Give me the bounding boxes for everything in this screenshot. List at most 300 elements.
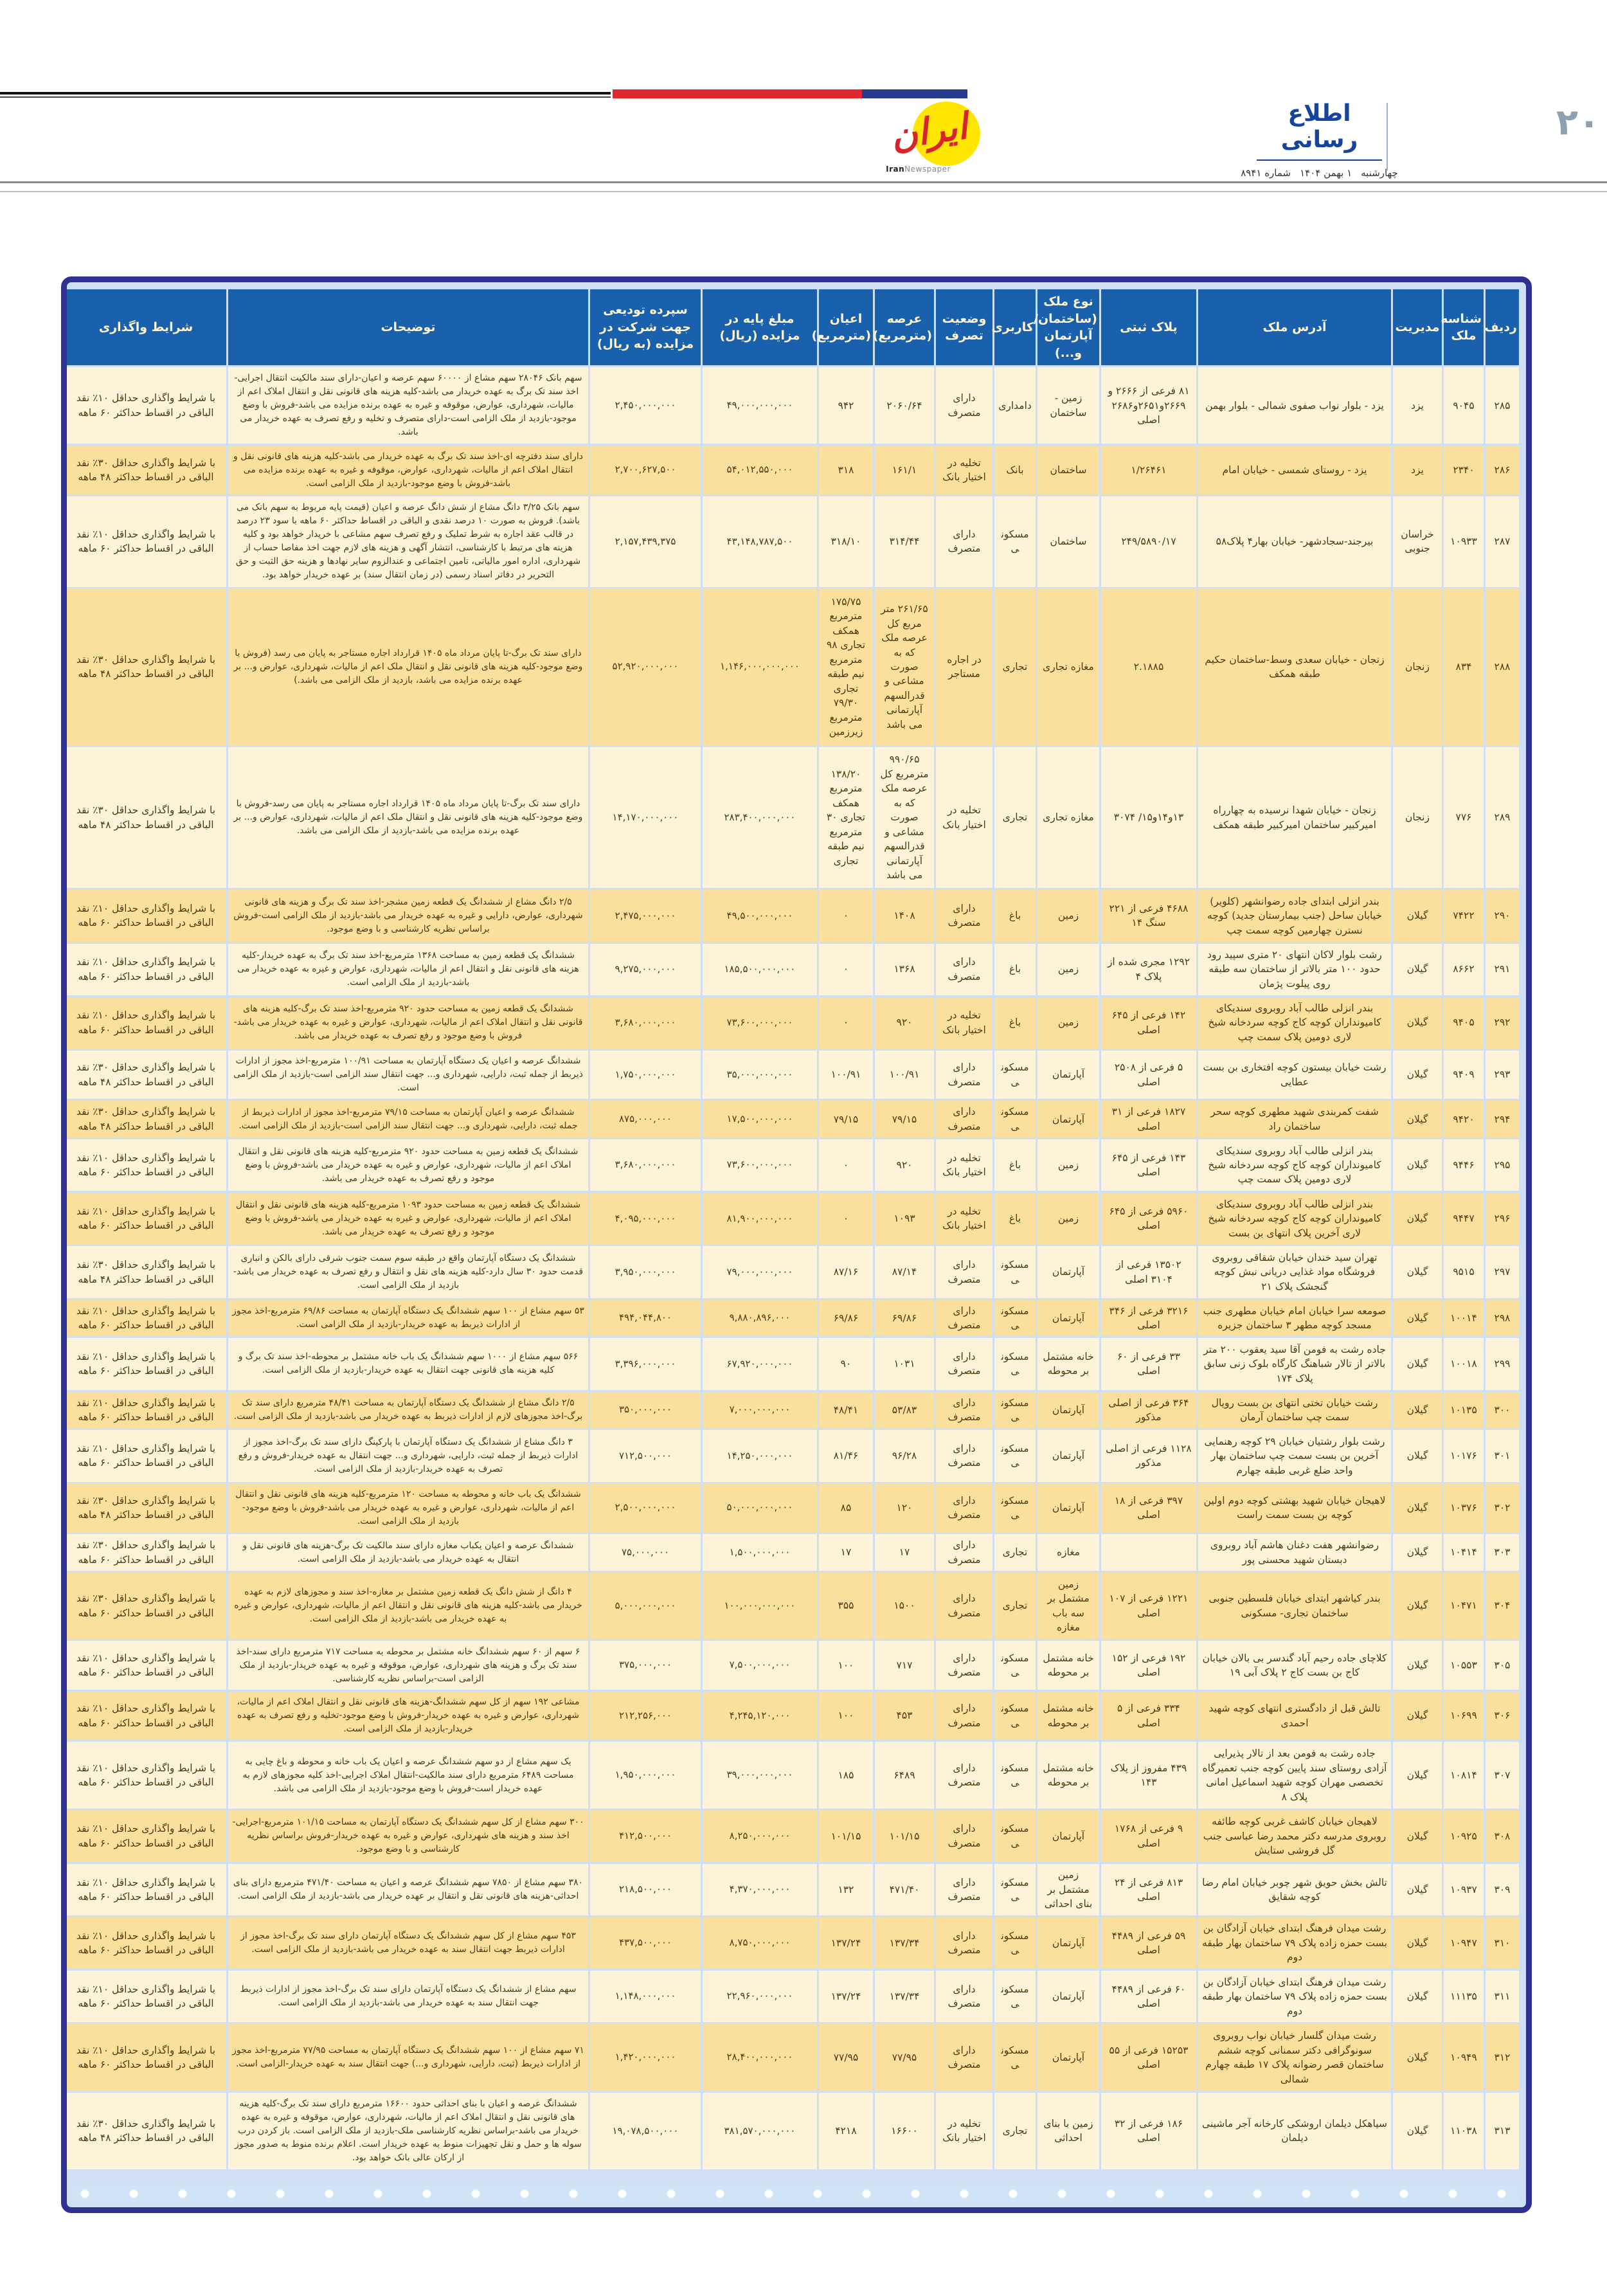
cell-row-number: ۲۹۳ xyxy=(1486,1051,1519,1099)
cell-row-number: ۳۰۷ xyxy=(1486,1742,1519,1808)
table-row xyxy=(66,944,1519,995)
date-text: ۱ بهمن ۱۴۰۴ xyxy=(1300,167,1352,179)
cell-property-id: ۷۷۶ xyxy=(1444,747,1484,889)
cell-property-type: آپارتمان xyxy=(1037,1811,1099,1862)
cell-usage: مسکونی xyxy=(994,1392,1036,1429)
cell-description: ششدانگ یک باب خانه و محوطه به مساحت ۱۲۰ مترمربع-کلیه هزینه های قانونی نقل و انتقال اعم از مالیات، شهرداری، عوارض و غیره به عهده خریدار می باشد-فروش با وضع موجود-بازدید از ملک الزامی است. xyxy=(228,1484,588,1533)
issue-text: شماره ۸۹۴۱ xyxy=(1241,167,1291,179)
cell-land-area: ۱۰۹۳ xyxy=(875,1193,934,1244)
cell-base-price: ۲۸۳,۴۰۰,۰۰۰,۰۰۰ xyxy=(703,747,817,889)
cell-address: بندر انزلی ابتدای جاده رضوانشهر (کلویر) خیابان ساحل (جنب بیمارستان جدید) کوچه نسترن چهارمین کوچه سمت چپ xyxy=(1198,890,1391,941)
cell-row-number: ۲۹۴ xyxy=(1486,1101,1519,1137)
cell-description: سهم بانک ۲۸۰۴۶ سهم مشاع از ۶۰۰۰۰ سهم عرصه و اعیان-دارای سند مالکیت انتقال اجرایی-اخذ سند تک برگ به عهده خریدار می باشد-کلیه هزینه های قانونی نقل و انتقال املاک اعم از مالیات، شهرداری، عوارض، موقوفه و غیره به عهده برنده مزایده می باشد-فروش با وضع موجود-بازدید از ملک الزامی است-دارای متصرف و تخلیه و رفع تصرف به عهده خریدار می باشد. xyxy=(228,367,588,444)
cell-transfer-terms: با شرایط واگذاری حداقل ۱۰٪ نقد الباقی در اقساط حداکثر ۶۰ ماهه xyxy=(66,1300,226,1337)
cell-transfer-terms: با شرایط واگذاری حداقل ۱۰٪ نقد الباقی در اقساط حداکثر ۶۰ ماهه xyxy=(66,997,226,1049)
cell-land-area: ۱۶۱/۱ xyxy=(875,446,934,494)
cell-row-number: ۳۰۳ xyxy=(1486,1534,1519,1571)
cell-land-area: ۱۴۰۸ xyxy=(875,890,934,941)
cell-row-number: ۳۰۵ xyxy=(1486,1641,1519,1690)
table-row xyxy=(66,1917,1519,1969)
cell-usage: مسکونی xyxy=(994,1051,1036,1099)
cell-building-area: ۳۱۸ xyxy=(819,446,873,494)
cell-base-price: ۱,۱۴۶,۰۰۰,۰۰۰,۰۰۰ xyxy=(703,589,817,745)
column-header-land-area: عرصه (مترمربع) xyxy=(875,289,934,365)
cell-transfer-terms: با شرایط واگذاری حداقل ۱۰٪ نقد الباقی در اقساط حداکثر ۶۰ ماهه xyxy=(66,1811,226,1862)
cell-row-number: ۲۸۵ xyxy=(1486,367,1519,444)
cell-row-number: ۲۹۹ xyxy=(1486,1338,1519,1389)
cell-registry-plate: ۱۲۹۲ مجری شده از پلاک ۴ xyxy=(1101,944,1196,995)
cell-property-type: مغازه xyxy=(1037,1534,1099,1571)
cell-property-id: ۱۰۴۱۴ xyxy=(1444,1534,1484,1571)
cell-transfer-terms: با شرایط واگذاری حداقل ۱۰٪ نقد الباقی در اقساط حداکثر ۶۰ ماهه xyxy=(66,1392,226,1429)
cell-registry-plate: ۳۶۴ فرعی از اصلی مذکور xyxy=(1101,1392,1196,1429)
cell-land-area: ۱۳۷/۳۴ xyxy=(875,1917,934,1969)
cell-property-type: زمین - ساختمان xyxy=(1037,367,1099,444)
cell-row-number: ۳۰۱ xyxy=(1486,1430,1519,1481)
cell-deposit: ۱,۱۴۸,۰۰۰,۰۰۰ xyxy=(590,1971,701,2022)
cell-transfer-terms: با شرایط واگذاری حداقل ۱۰٪ نقد الباقی در اقساط حداکثر ۶۰ ماهه xyxy=(66,944,226,995)
cell-management: یزد xyxy=(1393,367,1442,444)
cell-row-number: ۲۹۱ xyxy=(1486,944,1519,995)
cell-building-area: ۷۹/۱۵ xyxy=(819,1101,873,1137)
cell-transfer-terms: با شرایط واگذاری حداقل ۳۰٪ نقد الباقی در اقساط حداکثر ۴۸ ماهه xyxy=(66,747,226,889)
cell-building-area: ۱۳۸/۲۰ مترمربع همکف تجاری ۳۰ مترمربع نیم طبقه تجاری xyxy=(819,747,873,889)
cell-property-id: ۱۱۱۳۵ xyxy=(1444,1971,1484,2022)
cell-base-price: ۴۹,۰۰۰,۰۰۰,۰۰۰ xyxy=(703,367,817,444)
cell-description: ششدانگ یک قطعه زمین به مساحت ۱۳۶۸ مترمربع-اخذ سند تک برگ به عهده خریدار-کلیه هزینه های قانونی نقل و انتقال اعم از مالیات، شهرداری، عوارض و غیره به عهده خریدار می باشد-بازدید از ملک الزامی است. xyxy=(228,944,588,995)
cell-land-area: ۷۹/۱۵ xyxy=(875,1101,934,1137)
cell-usage: تجاری xyxy=(994,1573,1036,1639)
cell-property-id: ۹۴۴۶ xyxy=(1444,1139,1484,1191)
cell-base-price: ۳۹,۰۰۰,۰۰۰,۰۰۰ xyxy=(703,1742,817,1808)
cell-management: گیلان xyxy=(1393,1864,1442,1915)
cell-transfer-terms: با شرایط واگذاری حداقل ۳۰٪ نقد الباقی در اقساط حداکثر ۴۸ ماهه xyxy=(66,1484,226,1533)
cell-management: گیلان xyxy=(1393,1392,1442,1429)
cell-deposit: ۳,۹۵۰,۰۰۰,۰۰۰ xyxy=(590,1246,701,1297)
cell-property-id: ۹۵۱۵ xyxy=(1444,1246,1484,1297)
cell-address: رشت خیابان تختی انتهای بن بست رویال سمت چپ ساختمان آرمان xyxy=(1198,1392,1391,1429)
table-row xyxy=(66,997,1519,1049)
cell-base-price: ۱۴,۲۵۰,۰۰۰,۰۰۰ xyxy=(703,1430,817,1481)
cell-description: ۳ دانگ مشاع از ششدانگ یک دستگاه آپارتمان با پارکینگ دارای سند تک برگ-اخذ مجوز از ادارات ذیربط از جمله ثبت، دارایی، شهرداری و... جهت انتقال به عهده خریدار-فروش و رفع تصرف به عهده خریدار-بازدید از ملک الزامی است. xyxy=(228,1430,588,1481)
cell-row-number: ۳۰۰ xyxy=(1486,1392,1519,1429)
cell-building-area: ۳۱۸/۱۰ xyxy=(819,496,873,587)
cell-usage: دامداری xyxy=(994,367,1036,444)
auction-listings-table xyxy=(64,287,1521,2171)
cell-property-id: ۱۰۳۷۶ xyxy=(1444,1484,1484,1533)
cell-description: ۷۱ سهم مشاع از ۱۰۰ سهم ششدانگ یک دستگاه آپارتمان به مساحت ۷۷/۹۵ مترمربع-اخذ مجوز از ادارات ذیربط (ثبت، دارایی، شهرداری و...) جهت انتقال سند به عهده خریدار-الزامی است. xyxy=(228,2024,588,2090)
cell-usage: باغ xyxy=(994,944,1036,995)
cell-deposit: ۸۷۵,۰۰۰,۰۰۰ xyxy=(590,1101,701,1137)
cell-occupancy-status: تخلیه در اختیار بانک xyxy=(936,1139,992,1191)
column-header-building-area: اعیان (مترمربع) xyxy=(819,289,873,365)
cell-property-id: ۹۴۴۷ xyxy=(1444,1193,1484,1244)
cell-building-area: ۱۷ xyxy=(819,1534,873,1571)
cell-deposit: ۳,۶۸۰,۰۰۰,۰۰۰ xyxy=(590,997,701,1049)
cell-row-number: ۲۹۸ xyxy=(1486,1300,1519,1337)
date-line xyxy=(1241,167,1398,179)
cell-registry-plate: ۴۳۹ مفروز از پلاک ۱۴۳ xyxy=(1101,1742,1196,1808)
cell-base-price: ۲۲,۹۶۰,۰۰۰,۰۰۰ xyxy=(703,1971,817,2022)
section-block xyxy=(1241,100,1398,179)
cell-occupancy-status: دارای متصرف xyxy=(936,1864,992,1915)
cell-base-price: ۸۱,۹۰۰,۰۰۰,۰۰۰ xyxy=(703,1193,817,1244)
cell-address: یزد - روستای شمسی - خیابان امام xyxy=(1198,446,1391,494)
cell-property-type: زمین xyxy=(1037,1139,1099,1191)
column-header-transfer-terms: شرایط واگذاری xyxy=(66,289,226,365)
cell-property-type: زمین با بنای احداثی xyxy=(1037,2093,1099,2169)
cell-registry-plate: ۳۳۴ فرعی از ۵ اصلی xyxy=(1101,1692,1196,1740)
table-row xyxy=(66,1971,1519,2022)
cell-occupancy-status: دارای متصرف xyxy=(936,1051,992,1099)
cell-address: زنجان - خیابان سعدی وسط-ساختمان حکیم طبقه همکف xyxy=(1198,589,1391,745)
cell-registry-plate: ۶۰ فرعی از ۴۴۸۹ اصلی xyxy=(1101,1971,1196,2022)
cell-address: لاهیجان خیابان کاشف غربی کوچه طائفه روبروی مدرسه دکتر محمد رضا عباسی جنب گل فروشی ستایش xyxy=(1198,1811,1391,1862)
table-row xyxy=(66,446,1519,494)
cell-address: بیرجند-سجادشهر- خیابان بهار۴ پلاک۵۸ xyxy=(1198,496,1391,587)
cell-management: گیلان xyxy=(1393,1139,1442,1191)
cell-registry-plate: ۹ فرعی از ۱۷۶۸ اصلی xyxy=(1101,1811,1196,1862)
cell-land-area: ۶۹/۸۶ xyxy=(875,1300,934,1337)
cell-usage: باغ xyxy=(994,890,1036,941)
cell-transfer-terms: با شرایط واگذاری حداقل ۳۰٪ نقد الباقی در اقساط حداکثر ۴۸ ماهه xyxy=(66,1101,226,1137)
cell-occupancy-status: دارای متصرف xyxy=(936,1101,992,1137)
cell-management: گیلان xyxy=(1393,1917,1442,1969)
cell-management: زنجان xyxy=(1393,589,1442,745)
cell-base-price: ۴,۳۷۰,۰۰۰,۰۰۰ xyxy=(703,1864,817,1915)
cell-usage: مسکونی xyxy=(994,1101,1036,1137)
cell-property-id: ۲۳۴۰ xyxy=(1444,446,1484,494)
cell-description: ۵۶۶ سهم مشاع از ۱۰۰۰ سهم ششدانگ یک باب خانه مشتمل بر محوطه-اخذ سند تک برگ و کلیه هزینه های قانونی جهت انتقال به عهده خریدار-بازدید از ملک الزامی است. xyxy=(228,1338,588,1389)
cell-property-id: ۱۰۴۷۱ xyxy=(1444,1573,1484,1639)
cell-base-price: ۳۵,۰۰۰,۰۰۰,۰۰۰ xyxy=(703,1051,817,1099)
cell-management: گیلان xyxy=(1393,1811,1442,1862)
cell-base-price: ۱,۵۰۰,۰۰۰,۰۰۰ xyxy=(703,1534,817,1571)
cell-usage: مسکونی xyxy=(994,1742,1036,1808)
cell-property-type: آپارتمان xyxy=(1037,1971,1099,2022)
cell-usage: مسکونی xyxy=(994,496,1036,587)
table-row xyxy=(66,1392,1519,1429)
cell-address: بندر کیاشهر ابتدای خیابان فلسطین جنوبی ساختمان تجاری- مسکونی xyxy=(1198,1573,1391,1639)
cell-address: رضوانشهر هفت دغنان هاشم آباد روبروی دبستان شهید محسنی پور xyxy=(1198,1534,1391,1571)
cell-management: گیلان xyxy=(1393,1101,1442,1137)
cell-land-area: ۸۷/۱۴ xyxy=(875,1246,934,1297)
cell-building-area: ۷۷/۹۵ xyxy=(819,2024,873,2090)
cell-description: دارای سند تک برگ-تا پایان مرداد ماه ۱۴۰۵ قرارداد اجاره مستاجر به پایان می رسد (فروش با وضع موجود-کلیه هزینه های قانونی نقل و انتقال ملک اعم از مالیات، شهرداری، عوارض و... بر عهده برنده مزایده می باشد، بازدید از ملک الزامی می باشد.) xyxy=(228,589,588,745)
cell-land-area: ۱۰۳۱ xyxy=(875,1338,934,1389)
cell-base-price: ۹,۸۸۰,۸۹۶,۰۰۰ xyxy=(703,1300,817,1337)
table-header-row xyxy=(66,289,1519,365)
cell-deposit: ۱,۹۵۰,۰۰۰,۰۰۰ xyxy=(590,1742,701,1808)
cell-land-area: ۷۱۷ xyxy=(875,1641,934,1690)
cell-land-area: ۳۱۴/۴۴ xyxy=(875,496,934,587)
cell-usage: مسکونی xyxy=(994,1430,1036,1481)
cell-description: ۳۰۰ سهم مشاع از کل سهم ششدانگ یک دستگاه آپارتمان به مساحت ۱۰۱/۱۵ مترمربع-اجرایی-اخذ سند و هزینه های شهرداری، عوارض و غیره به عهده خریدار-فروش براساس نظریه کارشناسی و با وضع موجود. xyxy=(228,1811,588,1862)
cell-property-id: ۷۴۲۲ xyxy=(1444,890,1484,941)
cell-base-price: ۷,۵۰۰,۰۰۰,۰۰۰ xyxy=(703,1641,817,1690)
cell-land-area: ۴۷۱/۴۰ xyxy=(875,1864,934,1915)
cell-occupancy-status: دارای متصرف xyxy=(936,1246,992,1297)
cell-base-price: ۳۸۱,۵۷۰,۰۰۰,۰۰۰ xyxy=(703,2093,817,2169)
cell-property-type: خانه مشتمل بر محوطه xyxy=(1037,1338,1099,1389)
table-row xyxy=(66,1101,1519,1137)
cell-registry-plate: ۱۳۵۰۲ فرعی از ۳۱۰۴ اصلی xyxy=(1101,1246,1196,1297)
cell-base-price: ۲۸,۴۰۰,۰۰۰,۰۰۰ xyxy=(703,2024,817,2090)
cell-management: گیلان xyxy=(1393,1534,1442,1571)
logo-subtitle-bold: Iran xyxy=(886,165,905,174)
cell-land-area: ۲۶۱/۶۵ متر مربع کل عرصه ملک که به صورت مشاعی و قدرالسهم آپارتمانی می باشد xyxy=(875,589,934,745)
cell-transfer-terms: با شرایط واگذاری حداقل ۱۰٪ نقد الباقی در اقساط حداکثر ۶۰ ماهه xyxy=(66,1338,226,1389)
cell-row-number: ۲۸۶ xyxy=(1486,446,1519,494)
cell-transfer-terms: با شرایط واگذاری حداقل ۱۰٪ نقد الباقی در اقساط حداکثر ۶۰ ماهه xyxy=(66,1971,226,2022)
cell-deposit: ۲,۵۰۰,۰۰۰,۰۰۰ xyxy=(590,1484,701,1533)
cell-management: گیلان xyxy=(1393,1484,1442,1533)
cell-building-area: ۱۳۷/۲۴ xyxy=(819,1971,873,2022)
cell-land-area: ۱۵۰۰ xyxy=(875,1573,934,1639)
cell-description: سهم بانک ۳/۲۵ دانگ مشاع از شش دانگ عرصه و اعیان (قیمت پایه مربوط به سهم بانک می باشد). فروش به صورت ۱۰ درصد نقدی و الباقی در اقساط حداکثر ۶۰ ماهه با سود ۲۳ درصد در قالب عقد اجاره به شرط تملیک و رفع تصرف سهم مشاعی با خریدار خواهد بود و کلیه هزینه های مرتبط با کارشناسی، انتشار آگهی و هزینه های لازم جهت اخذ مفاصا حساب از شهرداری، اداره امور مالیاتی، تامین اجتماعی و عندالزوم سایر نهادها و هزینه حق الثبت و حق التحریر در دفاتر اسناد رسمی (در زمان انتقال سند) بر عهده خریدار خواهد بود. xyxy=(228,496,588,587)
top-rule xyxy=(0,92,611,95)
cell-management: گیلان xyxy=(1393,997,1442,1049)
cell-usage: تجاری xyxy=(994,589,1036,745)
cell-building-area: ۴۲۱۸ xyxy=(819,2093,873,2169)
cell-property-type: آپارتمان xyxy=(1037,1051,1099,1099)
cell-base-price: ۴۹,۵۰۰,۰۰۰,۰۰۰ xyxy=(703,890,817,941)
cell-property-type: زمین xyxy=(1037,944,1099,995)
cell-occupancy-status: دارای متصرف xyxy=(936,2024,992,2090)
cell-address: جاده رشت به فومن بعد از تالار پذیرایی آزادی روستای سند پایین کوچه جنب تعمیرگاه تخصصی مهران کوچه شهید اسماعیل امانی پلاک ۸ xyxy=(1198,1742,1391,1808)
cell-deposit: ۳,۶۸۰,۰۰۰,۰۰۰ xyxy=(590,1139,701,1191)
cell-transfer-terms: با شرایط واگذاری حداقل ۳۰٪ نقد الباقی در اقساط حداکثر ۴۸ ماهه xyxy=(66,1246,226,1297)
cell-row-number: ۲۹۰ xyxy=(1486,890,1519,941)
cell-property-id: ۱۰۶۹۹ xyxy=(1444,1692,1484,1740)
table-row xyxy=(66,1573,1519,1639)
cell-property-id: ۱۰۸۱۴ xyxy=(1444,1742,1484,1808)
cell-registry-plate: ۱۱۲۸ فرعی از اصلی مذکور xyxy=(1101,1430,1196,1481)
cell-description: ۶ سهم از ۶۰ سهم ششدانگ خانه مشتمل بر محوطه به مساحت ۷۱۷ مترمربع دارای سند-اخذ سند تک برگ و هزینه های شهرداری، عوارض، موقوفه و غیره به عهده خریدار-بازدید از ملک الزامی است-براساس نظریه کارشناسی. xyxy=(228,1641,588,1690)
cell-management: گیلان xyxy=(1393,1430,1442,1481)
cell-deposit: ۹,۲۷۵,۰۰۰,۰۰۰ xyxy=(590,944,701,995)
cell-address: رشت خیابان بیستون کوچه افتخاری بن بست عطایی xyxy=(1198,1051,1391,1099)
cell-building-area: ۸۱/۴۶ xyxy=(819,1430,873,1481)
cell-description: سهم مشاع از ششدانگ یک دستگاه آپارتمان دارای سند تک برگ-اخذ مجوز از ادارات ذیربط جهت انتقال سند به عهده خریدار می باشد-بازدید از ملک الزامی است. xyxy=(228,1971,588,2022)
cell-description: مشاعی ۱۹۲ سهم از کل سهم ششدانگ-هزینه های قانونی نقل و انتقال املاک اعم از مالیات، شهرداری، عوارض و غیره به عهده خریدار-فروش با وضع موجود-تخلیه و رفع تصرف به عهده خریدار-بازدید از ملک الزامی است. xyxy=(228,1692,588,1740)
cell-occupancy-status: دارای متصرف xyxy=(936,1338,992,1389)
cell-property-type: زمین مشتمل بر سه باب مغازه xyxy=(1037,1573,1099,1639)
cell-deposit: ۷۵,۰۰۰,۰۰۰ xyxy=(590,1534,701,1571)
cell-occupancy-status: دارای متصرف xyxy=(936,1742,992,1808)
column-header-base-price: مبلغ پایه در مزایده (ریال) xyxy=(703,289,817,365)
cell-description: ۵۳ سهم مشاع از ۱۰۰ سهم ششدانگ یک دستگاه آپارتمان به مساحت ۶۹/۸۶ مترمربع-اخذ مجوز از ادارات ذیربط به عهده خریدار-بازدید از ملک الزامی است. xyxy=(228,1300,588,1337)
cell-description: ششدانگ یک قطعه زمین به مساحت حدود ۹۲۰ مترمربع-اخذ سند تک برگ-کلیه هزینه های قانونی نقل و انتقال املاک اعم از مالیات، شهرداری، عوارض و غیره به عهده خریدار می باشد-فروش با وضع موجود و رفع تصرف به عهده خریدار می باشد. xyxy=(228,997,588,1049)
page-number: ۲۰ xyxy=(1556,102,1601,143)
table-row xyxy=(66,1193,1519,1244)
cell-address: یزد - بلوار نواب صفوی شمالی - بلوار بهمن xyxy=(1198,367,1391,444)
cell-property-id: ۸۳۴ xyxy=(1444,589,1484,745)
cell-description: ششدانگ یک قطعه زمین به مساحت حدود ۹۲۰ مترمربع-کلیه هزینه های قانونی نقل و انتقال املاک اعم از مالیات، شهرداری، عوارض و غیره به عهده خریدار می باشد-فروش با وضع موجود و رفع تصرف به عهده خریدار می باشد. xyxy=(228,1139,588,1191)
cell-description: یک سهم مشاع از دو سهم ششدانگ عرصه و اعیان یک باب خانه و محوطه و باغ چایی به مساحت ۶۴۸۹ مترمربع دارای سند مالکیت-انتقال املاک اجرایی-اخذ کلیه مجوزهای لازم به عهده خریدار است-فروش با وضع موجود-بازدید از ملک الزامی می باشد. xyxy=(228,1742,588,1808)
cell-occupancy-status: در اجاره مستاجر xyxy=(936,589,992,745)
cell-address: رشت بلوار لاکان انتهای ۲۰ متری سپید رود حدود ۱۰۰ متر بالاتر از ساختمان سه طبقه روی پیلوت پژمان xyxy=(1198,944,1391,995)
cell-registry-plate: ۱۴۳ فرعی از ۶۴۵ اصلی xyxy=(1101,1139,1196,1191)
column-header-management: مدیریت xyxy=(1393,289,1442,365)
cell-land-area: ۷۷/۹۵ xyxy=(875,2024,934,2090)
cell-base-price: ۷۳,۶۰۰,۰۰۰,۰۰۰ xyxy=(703,997,817,1049)
cell-transfer-terms: با شرایط واگذاری حداقل ۱۰٪ نقد الباقی در اقساط حداکثر ۶۰ ماهه xyxy=(66,2024,226,2090)
cell-management: یزد xyxy=(1393,446,1442,494)
cell-row-number: ۳۰۹ xyxy=(1486,1864,1519,1915)
cell-management: گیلان xyxy=(1393,1193,1442,1244)
column-header-occupancy-status: وضعیت تصرف xyxy=(936,289,992,365)
cell-usage: مسکونی xyxy=(994,1971,1036,2022)
cell-occupancy-status: دارای متصرف xyxy=(936,1300,992,1337)
logo-subtitle-lite: Newspaper xyxy=(904,165,951,174)
cell-property-id: ۹۴۰۹ xyxy=(1444,1051,1484,1099)
cell-property-id: ۹۰۴۵ xyxy=(1444,367,1484,444)
cell-address: بندر انزلی طالب آباد روبروی سندیکای کامیونداران کوچه کاج کوچه سردخانه شیخ لاری دومین پلاک سمت چپ xyxy=(1198,997,1391,1049)
table-row xyxy=(66,1430,1519,1481)
cell-registry-plate: ۵۹۶۰ فرعی از ۶۴۵ اصلی xyxy=(1101,1193,1196,1244)
cell-usage: تجاری xyxy=(994,2093,1036,2169)
cell-registry-plate: ۱/۲۶۴۶۱ xyxy=(1101,446,1196,494)
cell-property-id: ۱۰۹۳۳ xyxy=(1444,496,1484,587)
cell-description: ۲/۵ دانگ مشاع از ششدانگ یک دستگاه آپارتمان به مساحت ۴۸/۴۱ مترمربع دارای سند تک برگ-اخذ مجوزهای لازم از ادارات ذیربط به عهده خریدار می باشد-بازدید از ملک الزامی است. xyxy=(228,1392,588,1429)
cell-occupancy-status: دارای متصرف xyxy=(936,944,992,995)
cell-building-area: ۹۴۲ xyxy=(819,367,873,444)
cell-base-price: ۷۹,۰۰۰,۰۰۰,۰۰۰ xyxy=(703,1246,817,1297)
table-row xyxy=(66,747,1519,889)
cell-building-area: ۶۹/۸۶ xyxy=(819,1300,873,1337)
cell-registry-plate: ۱۸۲۷ فرعی از ۳۱ اصلی xyxy=(1101,1101,1196,1137)
cell-occupancy-status: دارای متصرف xyxy=(936,367,992,444)
cell-registry-plate: ۲۴۹/۵۸۹۰/۱۷ xyxy=(1101,496,1196,587)
cell-row-number: ۳۱۳ xyxy=(1486,2093,1519,2169)
cell-transfer-terms: با شرایط واگذاری حداقل ۳۰٪ نقد الباقی در اقساط حداکثر ۴۸ ماهه xyxy=(66,446,226,494)
table-row xyxy=(66,1811,1519,1862)
cell-base-price: ۱۰۰,۰۰۰,۰۰۰,۰۰۰ xyxy=(703,1573,817,1639)
cell-property-type: زمین مشتمل بر بنای احداثی xyxy=(1037,1864,1099,1915)
cell-address: زنجان - خیابان شهدا نرسیده به چهارراه امیرکبیر ساختمان امیرکبیر طبقه همکف xyxy=(1198,747,1391,889)
column-header-row-number: ردیف xyxy=(1486,289,1519,365)
cell-row-number: ۲۹۲ xyxy=(1486,997,1519,1049)
cell-registry-plate: ۳۳ فرعی از ۶۰ اصلی xyxy=(1101,1338,1196,1389)
cell-deposit: ۱۴,۱۷۰,۰۰۰,۰۰۰ xyxy=(590,747,701,889)
cell-deposit: ۵,۰۰۰,۰۰۰,۰۰۰ xyxy=(590,1573,701,1639)
cell-occupancy-status: تخلیه در اختیار بانک xyxy=(936,1193,992,1244)
cell-address: بندر انزلی طالب آباد روبروی سندیکای کامیونداران کوچه کاج کوچه سردخانه شیخ لاری دومین پلاک سمت چپ xyxy=(1198,1139,1391,1191)
cell-address: رشت میدان فرهنگ ابتدای خیابان آزادگان بن بست حمزه زاده پلاک ۷۹ ساختمان بهار طبقه دوم xyxy=(1198,1971,1391,2022)
cell-deposit: ۴,۰۹۵,۰۰۰,۰۰۰ xyxy=(590,1193,701,1244)
column-header-description: توضیحات xyxy=(228,289,588,365)
cell-row-number: ۲۹۵ xyxy=(1486,1139,1519,1191)
cell-occupancy-status: دارای متصرف xyxy=(936,496,992,587)
cell-management: گیلان xyxy=(1393,1641,1442,1690)
cell-usage: مسکونی xyxy=(994,1246,1036,1297)
auction-table-panel xyxy=(61,276,1532,2213)
column-header-property-id: شناسه ملک xyxy=(1444,289,1484,365)
cell-property-id: ۱۰۹۲۵ xyxy=(1444,1811,1484,1862)
table-row xyxy=(66,589,1519,745)
cell-row-number: ۳۱۲ xyxy=(1486,2024,1519,2090)
cell-property-type: خانه مشتمل بر محوطه xyxy=(1037,1742,1099,1808)
cell-property-id: ۱۰۹۳۷ xyxy=(1444,1864,1484,1915)
table-row xyxy=(66,1742,1519,1808)
cell-transfer-terms: با شرایط واگذاری حداقل ۱۰٪ نقد الباقی در اقساط حداکثر ۶۰ ماهه xyxy=(66,1193,226,1244)
cell-deposit: ۱,۷۵۰,۰۰۰,۰۰۰ xyxy=(590,1051,701,1099)
cell-base-price: ۷,۰۰۰,۰۰۰,۰۰۰ xyxy=(703,1392,817,1429)
cell-description: ششدانگ عرصه و اعیان یکباب مغازه دارای سند مالکیت تک برگ-هزینه های قانونی نقل و انتقال به عهده خریدار می باشد-بازدید از ملک الزامی است. xyxy=(228,1534,588,1571)
cell-base-price: ۸,۷۵۰,۰۰۰,۰۰۰ xyxy=(703,1917,817,1969)
cell-transfer-terms: با شرایط واگذاری حداقل ۱۰٪ نقد الباقی در اقساط حداکثر ۶۰ ماهه xyxy=(66,890,226,941)
cell-deposit: ۴۳۷,۵۰۰,۰۰۰ xyxy=(590,1917,701,1969)
cell-deposit: ۱,۴۲۰,۰۰۰,۰۰۰ xyxy=(590,2024,701,2090)
cell-property-type: زمین xyxy=(1037,890,1099,941)
cell-transfer-terms: با شرایط واگذاری حداقل ۳۰٪ نقد الباقی در اقساط حداکثر ۶۰ ماهه xyxy=(66,1573,226,1639)
cell-base-price: ۴۳,۱۴۸,۷۸۷,۵۰۰ xyxy=(703,496,817,587)
cell-deposit: ۴۱۲,۵۰۰,۰۰۰ xyxy=(590,1811,701,1862)
cell-building-area: ۰ xyxy=(819,1193,873,1244)
cell-building-area: ۳۵۵ xyxy=(819,1573,873,1639)
cell-building-area: ۱۰۱/۱۵ xyxy=(819,1811,873,1862)
cell-usage: مسکونی xyxy=(994,1484,1036,1533)
cell-deposit: ۵۲,۹۲۰,۰۰۰,۰۰۰ xyxy=(590,589,701,745)
cell-transfer-terms: با شرایط واگذاری حداقل ۱۰٪ نقد الباقی در اقساط حداکثر ۶۰ ماهه xyxy=(66,1864,226,1915)
cell-description: ۴ دانگ از شش دانگ یک قطعه زمین مشتمل بر مغازه-اخذ سند و مجوزهای لازم به عهده خریدار می باشد-کلیه هزینه های قانونی نقل و انتقال اعم از مالیات، شهرداری، عوارض و غیره به عهده خریدار می باشد-بازدید از ملک الزامی است. xyxy=(228,1573,588,1639)
cell-property-type: آپارتمان xyxy=(1037,1430,1099,1481)
table-row xyxy=(66,367,1519,444)
cell-management: گیلان xyxy=(1393,1573,1442,1639)
cell-property-type: زمین xyxy=(1037,1193,1099,1244)
cell-property-type: خانه مشتمل بر محوطه xyxy=(1037,1641,1099,1690)
cell-transfer-terms: با شرایط واگذاری حداقل ۳۰٪ نقد الباقی در اقساط حداکثر ۴۸ ماهه xyxy=(66,1051,226,1099)
cell-building-area: ۱۷۵/۷۵ مترمربع همکف تجاری ۹۸ مترمربع نیم طبقه تجاری ۷۹/۳۰ مترمربع زیرزمین xyxy=(819,589,873,745)
cell-transfer-terms: با شرایط واگذاری حداقل ۱۰٪ نقد الباقی در اقساط حداکثر ۶۰ ماهه xyxy=(66,367,226,444)
cell-registry-plate: ۳۲۱۶ فرعی از ۳۴۶ اصلی xyxy=(1101,1300,1196,1337)
cell-management: گیلان xyxy=(1393,2093,1442,2169)
cell-property-type: مغازه تجاری xyxy=(1037,747,1099,889)
cell-occupancy-status: دارای متصرف xyxy=(936,1430,992,1481)
cell-usage: مسکونی xyxy=(994,1917,1036,1969)
cell-property-id: ۱۰۵۵۳ xyxy=(1444,1641,1484,1690)
cell-occupancy-status: دارای متصرف xyxy=(936,1917,992,1969)
cell-transfer-terms: با شرایط واگذاری حداقل ۱۰٪ نقد الباقی در اقساط حداکثر ۶۰ ماهه xyxy=(66,1692,226,1740)
cell-description: ششدانگ یک قطعه زمین به مساحت حدود ۱۰۹۳ مترمربع-کلیه هزینه های قانونی نقل و انتقال املاک اعم از مالیات، شهرداری، عوارض و غیره به عهده خریدار می باشد-فروش با وضع موجود و رفع تصرف به عهده خریدار می باشد. xyxy=(228,1193,588,1244)
cell-usage: مسکونی xyxy=(994,1692,1036,1740)
cell-land-area: ۶۴۸۹ xyxy=(875,1742,934,1808)
table-row xyxy=(66,1534,1519,1571)
cell-building-area: ۸۵ xyxy=(819,1484,873,1533)
cell-property-type: آپارتمان xyxy=(1037,1246,1099,1297)
cell-land-area: ۱۶۶۰۰ xyxy=(875,2093,934,2169)
listings-table-body xyxy=(66,367,1519,2169)
table-row xyxy=(66,890,1519,941)
cell-address: رشت میدان گلسار خیابان نواب روبروی سونوگرافی دکتر سمنانی کوچه ششم ساختمان قصر رضوانه پلاک ۱۷ طبقه چهارم شمالی xyxy=(1198,2024,1391,2090)
cell-usage: تجاری xyxy=(994,1534,1036,1571)
cell-property-id: ۱۰۰۱۴ xyxy=(1444,1300,1484,1337)
cell-base-price: ۱۸۵,۵۰۰,۰۰۰,۰۰۰ xyxy=(703,944,817,995)
cell-base-price: ۵۴,۰۱۲,۵۵۰,۰۰۰ xyxy=(703,446,817,494)
cell-base-price: ۱۷,۵۰۰,۰۰۰,۰۰۰ xyxy=(703,1101,817,1137)
cell-building-area: ۴۸/۴۱ xyxy=(819,1392,873,1429)
cell-deposit: ۱۹,۰۷۸,۵۰۰,۰۰۰ xyxy=(590,2093,701,2169)
cell-occupancy-status: تخلیه در اختیار بانک xyxy=(936,747,992,889)
column-header-property-type: نوع ملک (ساختمان/ آپارتمان و...) xyxy=(1037,289,1099,365)
cell-land-area: ۱۳۶۸ xyxy=(875,944,934,995)
cell-occupancy-status: دارای متصرف xyxy=(936,1692,992,1740)
cell-building-area: ۱۰۰ xyxy=(819,1641,873,1690)
cell-management: زنجان xyxy=(1393,747,1442,889)
separator-rule-thin xyxy=(0,191,1607,192)
column-header-registry-plate: پلاک ثبتی xyxy=(1101,289,1196,365)
